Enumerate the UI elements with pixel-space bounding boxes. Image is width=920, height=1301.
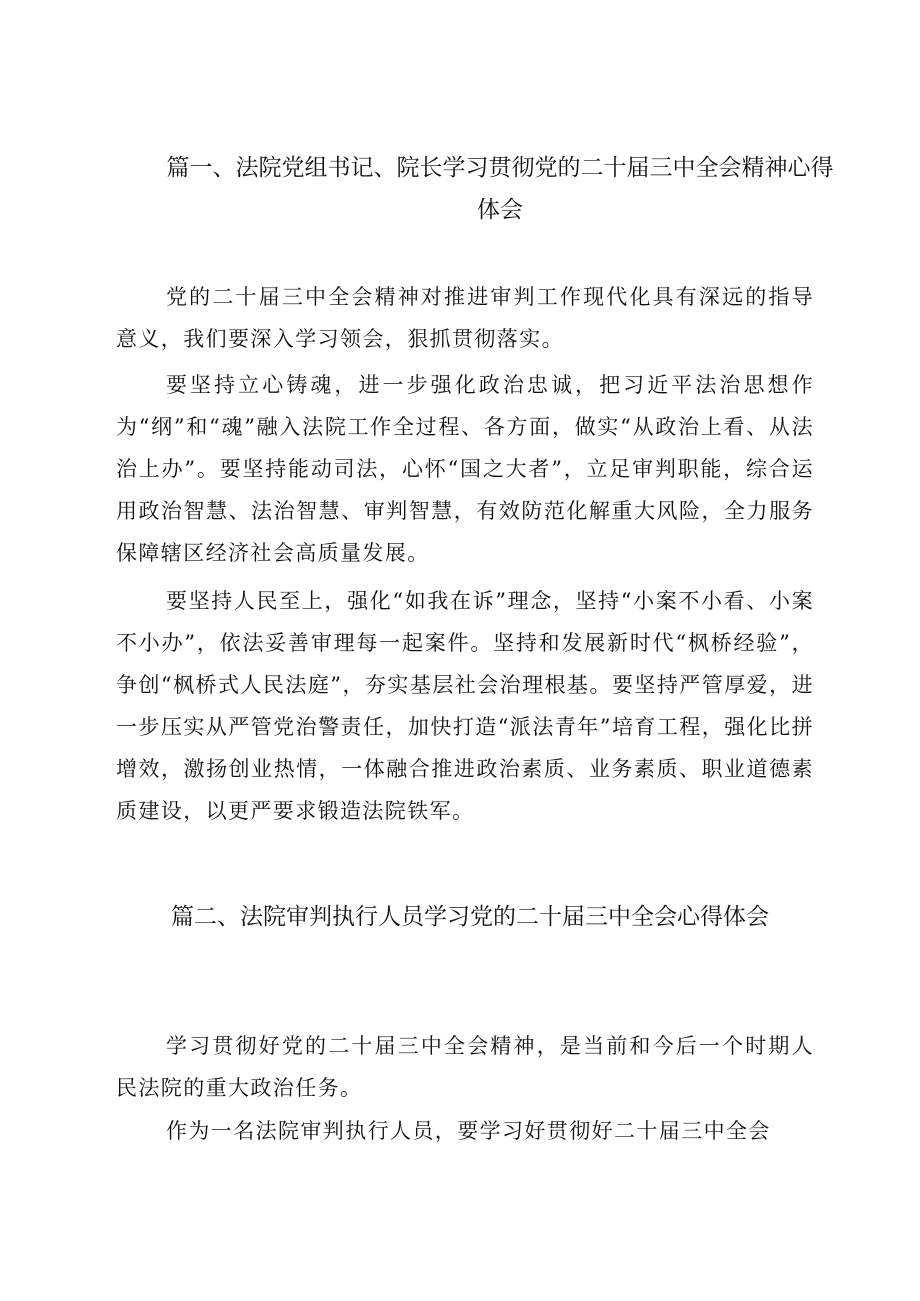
paragraph: 学习贯彻好党的二十届三中全会精神，是当前和今后一个时期人民法院的重大政治任务。 [116,1034,814,1100]
paragraph: 要坚持立心铸魂，进一步强化政治忠诚，把习近平法治思想作为“纲”和“魂”融入法院工作全过程、各方面，做实“从政治上看、从法治上办”。要坚持能动司法，心怀“国之大者”，立足审判职能，综合运用政治智慧、法治智慧、审判智慧，有效防范化解重大风险，全力服务保障辖区经济社会高质量发展。 [116,373,814,565]
paragraph: 作为一名法院审判执行人员，要学习好贯彻好二十届三中全会 [166,1119,771,1143]
paragraph: 党的二十届三中全会精神对推进审判工作现代化具有深远的指导意义，我们要深入学习领会，狠抓贯彻落实。 [116,285,814,351]
paragraph: 要坚持人民至上，强化“如我在诉”理念，坚持“小案不小看、小案不小办”，依法妥善审理每一起案件。坚持和发展新时代“枫桥经验”，争创“枫桥式人民法庭”，夯实基层社会治理根基。要坚持严管厚爱，进一步压实从严管党治警责任，加快打造“派法青年”培育工程，强化比拼增效，激扬创业热情，一体融合推进政治素质、业务素质、职业道德素质建设，以更严要求锻造法院铁军。 [116,589,814,823]
section-title-2: 篇二、法院审判执行人员学习党的二十届三中全会心得体会 [171,904,769,930]
section-title-1: 篇一、法院党组书记、院长学习贯彻党的二十届三中全会精神心得体会 [166,155,834,223]
